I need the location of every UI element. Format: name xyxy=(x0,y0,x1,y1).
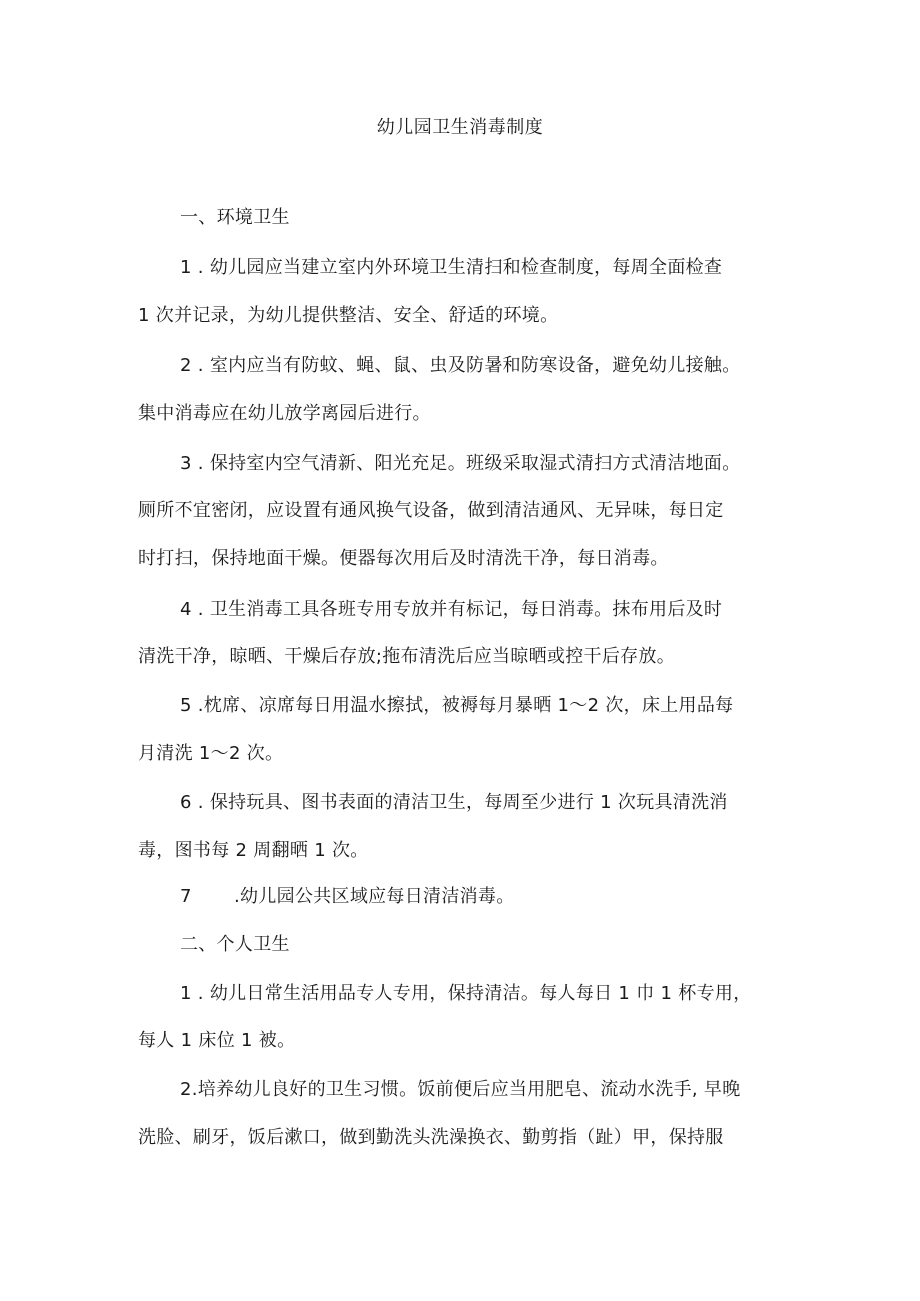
paragraph-line: 毒，图书每 2 周翻晒 1 次。 xyxy=(138,840,369,861)
document-title: 幼儿园卫生消毒制度 xyxy=(376,117,544,138)
section-heading-environment: 一、环境卫生 xyxy=(180,207,290,228)
paragraph-line: 1 . 幼儿园应当建立室内外环境卫生清扫和检查制度，每周全面检查 xyxy=(180,257,723,278)
paragraph-line: 月清洗 1～2 次。 xyxy=(138,743,284,764)
paragraph-line: 2 . 室内应当有防蚊、蝇、鼠、虫及防暑和防寒设备，避免幼儿接触。 xyxy=(180,355,741,376)
paragraph-line: 2.培养幼儿良好的卫生习惯。饭前便后应当用肥皂、流动水洗手, 早晚 xyxy=(180,1079,741,1100)
paragraph-line: 5 .枕席、凉席每日用温水擦拭，被褥每月暴晒 1～2 次，床上用品每 xyxy=(180,695,734,716)
paragraph-line: 1 次并记录，为幼儿提供整洁、安全、舒适的环境。 xyxy=(138,305,559,326)
paragraph-line: .幼儿园公共区域应每日清洁消毒。 xyxy=(234,886,515,907)
paragraph-line: 4 . 卫生消毒工具各班专用专放并有标记，每日消毒。抹布用后及时 xyxy=(180,599,723,620)
paragraph-line: 1 . 幼儿日常生活用品专人专用，保持清洁。每人每日 1 巾 1 杯专用， xyxy=(180,983,752,1004)
paragraph-line: 厕所不宜密闭，应设置有通风换气设备，做到清洁通风、无异味，每日定 xyxy=(138,500,724,521)
item-number: 7 xyxy=(180,886,192,907)
paragraph-line: 6 . 保持玩具、图书表面的清洁卫生，每周至少进行 1 次玩具清洗消 xyxy=(180,792,728,813)
paragraph-line: 每人 1 床位 1 被。 xyxy=(138,1030,296,1051)
paragraph-line: 时打扫，保持地面干燥。便器每次用后及时清洗干净，每日消毒。 xyxy=(138,548,669,569)
paragraph-line: 集中消毒应在幼儿放学离园后进行。 xyxy=(138,403,431,424)
paragraph-line: 3 . 保持室内空气清新、阳光充足。班级采取湿式清扫方式清洁地面。 xyxy=(180,453,741,474)
paragraph-line: 洗脸、刷牙，饭后漱口，做到勤洗头洗澡换衣、勤剪指（趾）甲，保持服 xyxy=(138,1127,724,1148)
section-heading-personal: 二、个人卫生 xyxy=(180,934,290,955)
paragraph-line: 清洗干净，晾晒、干燥后存放;拖布清洗后应当晾晒或控干后存放。 xyxy=(138,646,676,667)
